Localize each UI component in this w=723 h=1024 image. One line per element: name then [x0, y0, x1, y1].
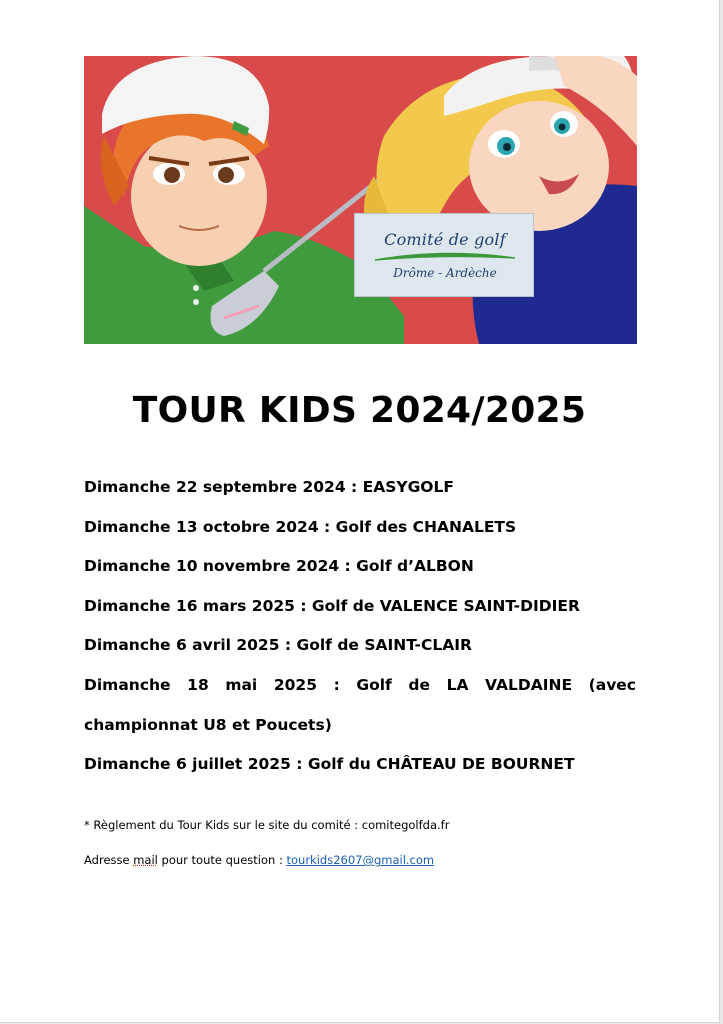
contact-prefix: Adresse — [84, 853, 134, 867]
contact-suffix: pour toute question : — [157, 853, 287, 867]
committee-logo — [354, 213, 534, 297]
contact-line — [84, 853, 434, 867]
event-list — [84, 468, 636, 785]
rules-note: * Règlement du Tour Kids sur le site du comité : comitegolfda.fr — [84, 818, 450, 832]
event-item-line1: Dimanche 18 mai 2025 : Golf de LA VALDAINE (avec — [84, 675, 636, 694]
event-item: Dimanche 16 mars 2025 : Golf de VALENCE SAINT-DIDIER — [84, 596, 580, 615]
kids-golf-illustration — [84, 56, 637, 344]
logo-text-bottom: Drôme - Ardèche — [393, 266, 497, 280]
contact-email-link[interactable]: tourkids2607@gmail.com — [286, 853, 435, 867]
event-item: Dimanche 6 juillet 2025 : Golf du CHÂTEAU DE BOURNET — [84, 755, 575, 774]
page-title: TOUR KIDS 2024/2025 — [132, 390, 587, 431]
banner-illustration — [84, 56, 637, 344]
logo-swoosh-icon — [373, 250, 517, 264]
event-item: Dimanche 10 novembre 2024 : Golf d’ALBON — [84, 557, 474, 576]
logo-text-top: Comité de golf — [384, 230, 506, 249]
contact-mail-word: mail — [133, 853, 158, 867]
event-item-line2: championnat U8 et Poucets) — [84, 715, 332, 734]
event-item — [84, 666, 636, 745]
event-item: Dimanche 22 septembre 2024 : EASYGOLF — [84, 478, 454, 496]
event-item: Dimanche 13 octobre 2024 : Golf des CHANALETS — [84, 517, 517, 536]
event-item: Dimanche 6 avril 2025 : Golf de SAINT-CLAIR — [84, 636, 472, 655]
